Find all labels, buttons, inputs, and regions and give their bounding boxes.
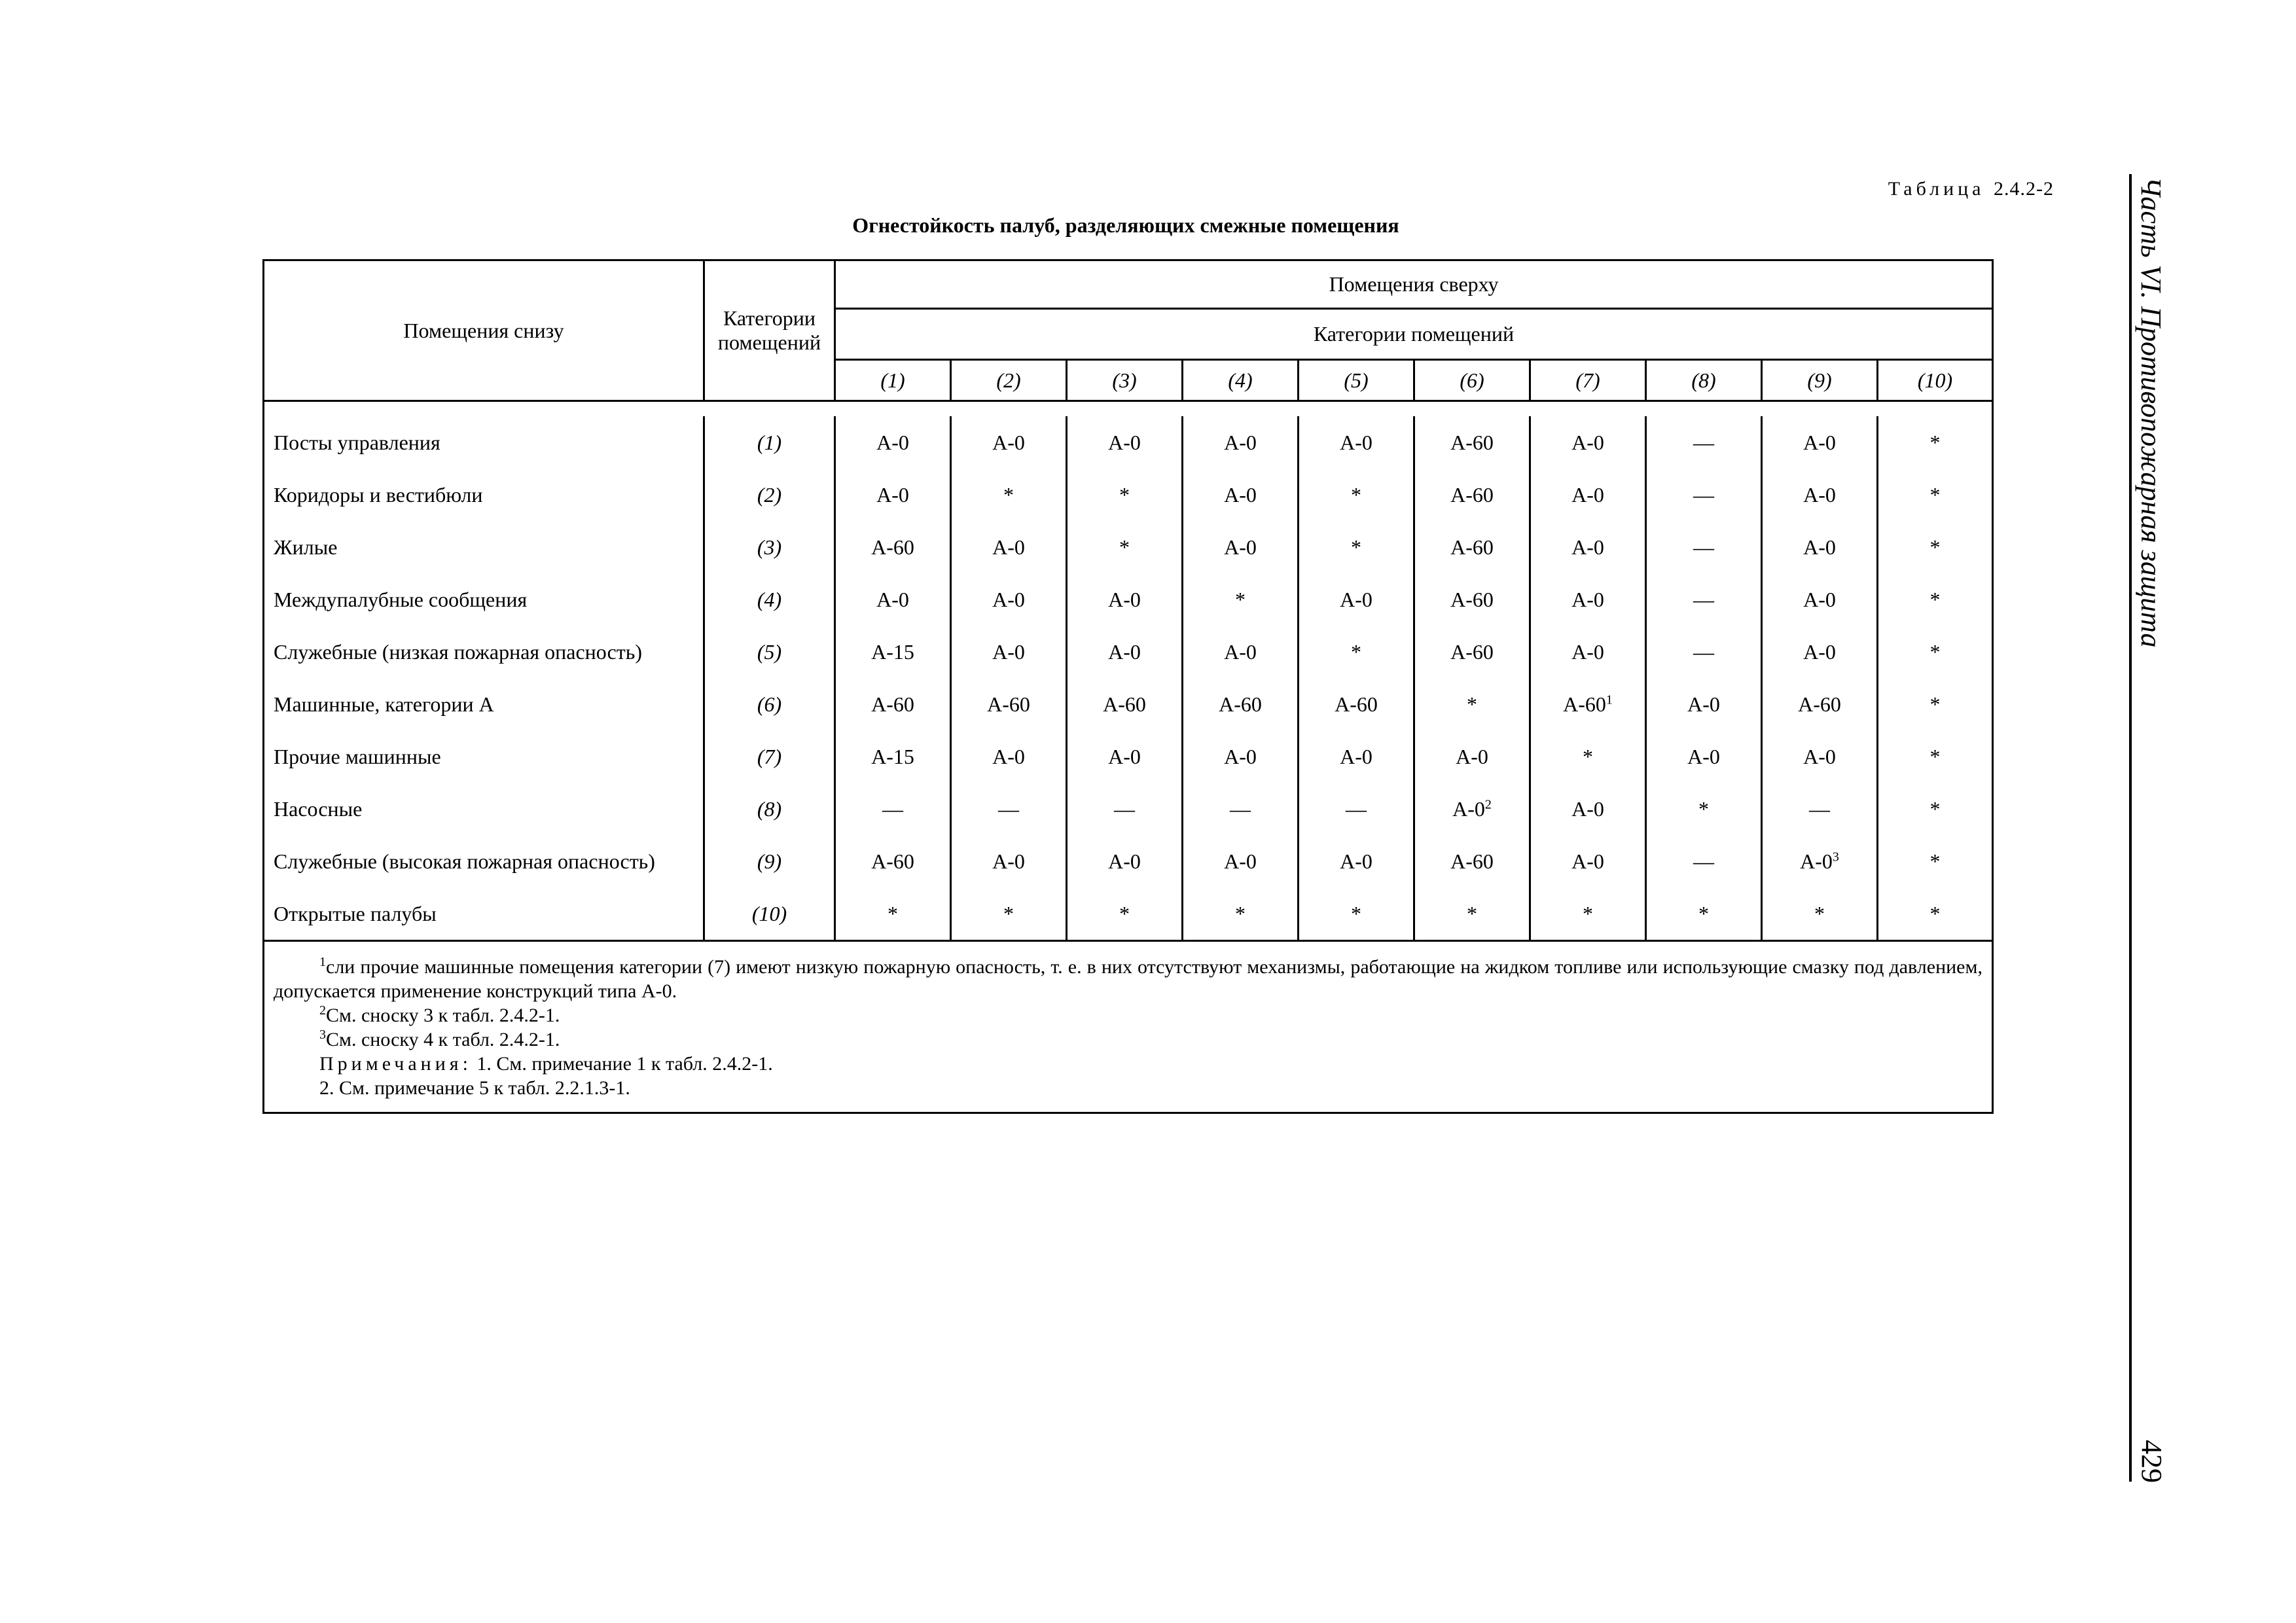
fire-integrity-value xyxy=(1067,469,1183,521)
row-category: (10) xyxy=(704,887,835,941)
fire-integrity-value xyxy=(1183,730,1299,783)
value-text: A-0 xyxy=(992,587,1025,611)
remark-2: 2. См. примечание 5 к табл. 2.2.1.3-1. xyxy=(319,1077,630,1099)
row-category: (4) xyxy=(704,573,835,626)
fire-integrity-value xyxy=(1183,626,1299,678)
value-text: A-0 xyxy=(1456,744,1488,768)
fire-integrity-value xyxy=(1530,887,1646,941)
fire-integrity-value xyxy=(1530,783,1646,835)
footnote-3-mark: 3 xyxy=(319,1027,326,1042)
table-label-number: 2.4.2-2 xyxy=(1994,178,2054,200)
remark-1: 1. См. примечание 1 к табл. 2.4.2-1. xyxy=(471,1053,773,1075)
row-category: (2) xyxy=(704,469,835,521)
fire-integrity-table xyxy=(262,259,1994,1114)
value-footnote-mark: 1 xyxy=(1605,692,1613,707)
fire-integrity-value xyxy=(1299,678,1414,730)
fire-integrity-value xyxy=(1878,678,1993,730)
value-text: — xyxy=(1809,796,1830,821)
table-row xyxy=(264,678,1993,730)
fire-integrity-value xyxy=(1878,521,1993,573)
table-row xyxy=(264,730,1993,783)
row-space-name: Служебные (высокая пожарная опасность) xyxy=(264,835,704,887)
fire-integrity-value xyxy=(1299,835,1414,887)
fire-integrity-value xyxy=(1414,678,1530,730)
value-text: A-0 xyxy=(1340,430,1372,454)
fire-integrity-value xyxy=(1530,469,1646,521)
value-text: A-0 xyxy=(1340,587,1372,611)
fire-integrity-value xyxy=(835,416,951,469)
fire-integrity-value xyxy=(951,521,1067,573)
fire-integrity-value xyxy=(1762,626,1878,678)
value-text: A-0 xyxy=(1803,639,1836,664)
fire-integrity-value xyxy=(1878,783,1993,835)
value-text: — xyxy=(1114,796,1135,821)
header-upper-spaces: Помещения сверху xyxy=(835,260,1993,309)
header-column-number: (2) xyxy=(951,360,1067,401)
value-text: * xyxy=(1929,796,1941,821)
table-spacer xyxy=(264,401,1993,417)
fire-integrity-value xyxy=(1299,783,1414,835)
page-number: 429 xyxy=(2136,1440,2168,1483)
row-category: (1) xyxy=(704,416,835,469)
fire-integrity-value xyxy=(1646,521,1762,573)
value-text: A-0 xyxy=(1452,796,1485,821)
value-text: * xyxy=(1929,430,1941,454)
fire-integrity-value xyxy=(1299,521,1414,573)
fire-integrity-value xyxy=(951,626,1067,678)
fire-integrity-value xyxy=(1414,416,1530,469)
fire-integrity-value xyxy=(1646,835,1762,887)
value-text: A-0 xyxy=(1571,535,1604,559)
header-column-number: (8) xyxy=(1646,360,1762,401)
fire-integrity-value xyxy=(1183,887,1299,941)
footnote-1-mark: 1 xyxy=(319,955,326,969)
value-text: A-0 xyxy=(1571,639,1604,664)
value-text: * xyxy=(1929,587,1941,611)
value-footnote-mark: 3 xyxy=(1832,849,1839,864)
value-text: — xyxy=(998,796,1019,821)
value-text: — xyxy=(1693,639,1714,664)
value-text: A-15 xyxy=(871,639,914,664)
value-text: * xyxy=(1235,901,1246,925)
fire-integrity-value xyxy=(1878,573,1993,626)
value-text: — xyxy=(1693,482,1714,507)
value-text: A-0 xyxy=(1687,692,1720,716)
fire-integrity-value xyxy=(1299,887,1414,941)
row-space-name: Междупалубные сообщения xyxy=(264,573,704,626)
value-text: — xyxy=(882,796,903,821)
fire-integrity-value xyxy=(1762,730,1878,783)
fire-integrity-value xyxy=(1762,573,1878,626)
value-text: A-0 xyxy=(1571,849,1604,873)
remarks-label: Примечания: xyxy=(319,1053,472,1075)
fire-integrity-value xyxy=(1762,521,1878,573)
value-text: A-0 xyxy=(1571,430,1604,454)
value-text: A-0 xyxy=(992,639,1025,664)
value-text: A-60 xyxy=(1450,639,1494,664)
value-text: A-60 xyxy=(1450,535,1494,559)
value-text: * xyxy=(1351,482,1361,507)
fire-integrity-value xyxy=(951,835,1067,887)
fire-integrity-value xyxy=(1067,521,1183,573)
fire-integrity-value xyxy=(1762,678,1878,730)
value-text: A-0 xyxy=(876,482,909,507)
fire-integrity-value xyxy=(1878,730,1993,783)
fire-integrity-value xyxy=(1530,730,1646,783)
value-text: A-60 xyxy=(1798,692,1841,716)
fire-integrity-value xyxy=(835,783,951,835)
row-category: (6) xyxy=(704,678,835,730)
value-text: * xyxy=(1351,639,1361,664)
value-text: * xyxy=(1351,535,1361,559)
value-text: * xyxy=(1929,639,1941,664)
value-text: — xyxy=(1230,796,1251,821)
row-space-name: Прочие машинные xyxy=(264,730,704,783)
value-text: A-60 xyxy=(871,692,914,716)
fire-integrity-value xyxy=(1414,469,1530,521)
fire-integrity-value xyxy=(835,678,951,730)
fire-integrity-value xyxy=(1183,469,1299,521)
fire-integrity-value xyxy=(1067,416,1183,469)
table-notes xyxy=(264,941,1993,1113)
value-text: A-60 xyxy=(1450,849,1494,873)
value-text: A-0 xyxy=(1224,849,1257,873)
fire-integrity-value xyxy=(1299,626,1414,678)
fire-integrity-value xyxy=(1646,730,1762,783)
fire-integrity-value xyxy=(1067,783,1183,835)
header-column-number: (7) xyxy=(1530,360,1646,401)
value-text: * xyxy=(1583,744,1593,768)
value-text: A-0 xyxy=(1803,744,1836,768)
fire-integrity-value xyxy=(1530,521,1646,573)
value-text: A-0 xyxy=(1803,482,1836,507)
fire-integrity-value xyxy=(951,469,1067,521)
value-text: — xyxy=(1693,587,1714,611)
fire-integrity-value xyxy=(1762,835,1878,887)
value-text: A-60 xyxy=(1563,692,1606,716)
fire-integrity-value xyxy=(1762,416,1878,469)
table-title: Огнестойкость палуб, разделяющих смежные помещения xyxy=(852,213,1399,237)
fire-integrity-value xyxy=(951,730,1067,783)
row-space-name: Открытые палубы xyxy=(264,887,704,941)
value-text: A-0 xyxy=(1803,587,1836,611)
value-text: A-60 xyxy=(1219,692,1262,716)
table-row xyxy=(264,521,1993,573)
fire-integrity-value xyxy=(1067,730,1183,783)
value-text: A-0 xyxy=(992,744,1025,768)
table-row xyxy=(264,626,1993,678)
table-row xyxy=(264,835,1993,887)
fire-integrity-value xyxy=(1183,416,1299,469)
fire-integrity-value xyxy=(1646,573,1762,626)
fire-integrity-value xyxy=(1646,416,1762,469)
fire-integrity-value xyxy=(835,887,951,941)
fire-integrity-value xyxy=(1878,626,1993,678)
fire-integrity-value xyxy=(1530,573,1646,626)
value-text: * xyxy=(1929,535,1941,559)
side-part-title: Часть VI. Противопожарная защита xyxy=(2135,177,2167,648)
row-category: (7) xyxy=(704,730,835,783)
row-space-name: Машинные, категории A xyxy=(264,678,704,730)
fire-integrity-value xyxy=(1646,887,1762,941)
row-space-name: Жилые xyxy=(264,521,704,573)
value-text: * xyxy=(1119,535,1130,559)
value-text: A-60 xyxy=(987,692,1030,716)
fire-integrity-value xyxy=(1299,573,1414,626)
row-category: (5) xyxy=(704,626,835,678)
value-text: A-0 xyxy=(1224,482,1257,507)
fire-integrity-value xyxy=(1878,887,1993,941)
value-text: A-0 xyxy=(1224,430,1257,454)
value-text: * xyxy=(1929,692,1941,716)
value-text: * xyxy=(1003,901,1014,925)
header-column-number: (4) xyxy=(1183,360,1299,401)
header-column-number: (1) xyxy=(835,360,951,401)
row-space-name: Посты управления xyxy=(264,416,704,469)
header-categories-line2: помещений xyxy=(717,330,821,354)
fire-integrity-value xyxy=(1878,416,1993,469)
fire-integrity-value xyxy=(1762,887,1878,941)
value-text: A-0 xyxy=(992,849,1025,873)
fire-integrity-value xyxy=(951,573,1067,626)
fire-integrity-value xyxy=(1530,678,1646,730)
value-text: — xyxy=(1693,430,1714,454)
value-text: A-0 xyxy=(1108,639,1141,664)
row-space-name: Коридоры и вестибюли xyxy=(264,469,704,521)
value-text: A-0 xyxy=(1340,744,1372,768)
value-text: A-0 xyxy=(1800,849,1833,873)
fire-integrity-value xyxy=(951,416,1067,469)
value-text: A-0 xyxy=(1803,430,1836,454)
value-text: A-60 xyxy=(1103,692,1146,716)
fire-integrity-value xyxy=(1646,678,1762,730)
header-lower-spaces: Помещения снизу xyxy=(264,260,704,401)
value-text: A-0 xyxy=(992,535,1025,559)
fire-integrity-value xyxy=(835,573,951,626)
fire-integrity-value xyxy=(1530,835,1646,887)
value-text: A-0 xyxy=(1803,535,1836,559)
fire-integrity-value xyxy=(951,783,1067,835)
table-label-word: Таблица xyxy=(1888,178,1985,200)
fire-integrity-value xyxy=(1067,835,1183,887)
table-row xyxy=(264,783,1993,835)
row-space-name: Насосные xyxy=(264,783,704,835)
row-space-name: Служебные (низкая пожарная опасность) xyxy=(264,626,704,678)
value-text: * xyxy=(1814,901,1825,925)
footnote-3: См. сноску 4 к табл. 2.4.2-1. xyxy=(326,1029,560,1050)
value-text: A-60 xyxy=(1335,692,1378,716)
fire-integrity-value xyxy=(1067,573,1183,626)
value-text: * xyxy=(1698,796,1709,821)
header-column-number: (9) xyxy=(1762,360,1878,401)
value-text: * xyxy=(1698,901,1709,925)
value-text: * xyxy=(1929,901,1941,925)
row-category: (3) xyxy=(704,521,835,573)
header-categories xyxy=(704,260,835,401)
value-text: A-0 xyxy=(1571,482,1604,507)
value-text: A-0 xyxy=(1340,849,1372,873)
fire-integrity-value xyxy=(1414,521,1530,573)
value-text: A-0 xyxy=(1108,587,1141,611)
fire-integrity-value xyxy=(1414,730,1530,783)
value-text: * xyxy=(1583,901,1593,925)
value-text: — xyxy=(1693,849,1714,873)
row-category: (8) xyxy=(704,783,835,835)
header-column-number: (10) xyxy=(1878,360,1993,401)
table-label xyxy=(1888,178,2054,200)
fire-integrity-value xyxy=(1646,469,1762,521)
header-column-number: (5) xyxy=(1299,360,1414,401)
header-column-number: (6) xyxy=(1414,360,1530,401)
table-row xyxy=(264,887,1993,941)
value-text: A-0 xyxy=(1571,587,1604,611)
value-text: A-0 xyxy=(1108,849,1141,873)
value-text: A-0 xyxy=(1108,744,1141,768)
value-text: * xyxy=(1467,901,1477,925)
value-text: * xyxy=(1929,849,1941,873)
fire-integrity-value xyxy=(1299,730,1414,783)
fire-integrity-value xyxy=(1762,469,1878,521)
header-upper-categories: Категории помещений xyxy=(835,309,1993,360)
fire-integrity-value xyxy=(1067,678,1183,730)
fire-integrity-value xyxy=(1414,835,1530,887)
footnote-2: См. сноску 3 к табл. 2.4.2-1. xyxy=(326,1005,560,1026)
value-text: * xyxy=(1351,901,1361,925)
fire-integrity-value xyxy=(835,835,951,887)
header-column-number: (3) xyxy=(1067,360,1183,401)
value-text: A-0 xyxy=(992,430,1025,454)
fire-integrity-value xyxy=(951,678,1067,730)
value-text: A-0 xyxy=(876,587,909,611)
value-text: — xyxy=(1693,535,1714,559)
fire-integrity-value xyxy=(835,626,951,678)
fire-integrity-value xyxy=(1414,783,1530,835)
fire-integrity-value xyxy=(1183,573,1299,626)
value-text: A-60 xyxy=(1450,587,1494,611)
fire-integrity-value xyxy=(1183,678,1299,730)
value-text: A-15 xyxy=(871,744,914,768)
fire-integrity-value xyxy=(835,469,951,521)
table-row xyxy=(264,469,1993,521)
value-footnote-mark: 2 xyxy=(1484,796,1492,812)
value-text: A-0 xyxy=(1571,796,1604,821)
value-text: * xyxy=(1119,901,1130,925)
value-text: * xyxy=(1003,482,1014,507)
fire-integrity-value xyxy=(1646,783,1762,835)
fire-integrity-value xyxy=(1878,469,1993,521)
footnote-2-mark: 2 xyxy=(319,1003,326,1018)
value-text: * xyxy=(1467,692,1477,716)
fire-integrity-value xyxy=(1878,835,1993,887)
fire-integrity-value xyxy=(1299,469,1414,521)
value-text: * xyxy=(1929,482,1941,507)
value-text: * xyxy=(1119,482,1130,507)
value-text: A-60 xyxy=(1450,430,1494,454)
fire-integrity-value xyxy=(1183,783,1299,835)
value-text: A-0 xyxy=(1224,744,1257,768)
fire-integrity-value xyxy=(1530,416,1646,469)
table-row xyxy=(264,416,1993,469)
value-text: A-0 xyxy=(1224,535,1257,559)
fire-integrity-value xyxy=(1646,626,1762,678)
fire-integrity-value xyxy=(1414,887,1530,941)
fire-integrity-value xyxy=(1067,887,1183,941)
fire-integrity-value xyxy=(1530,626,1646,678)
fire-integrity-value xyxy=(1414,573,1530,626)
value-text: A-0 xyxy=(876,430,909,454)
value-text: A-0 xyxy=(1224,639,1257,664)
value-text: A-0 xyxy=(1108,430,1141,454)
value-text: A-60 xyxy=(871,535,914,559)
header-categories-line1: Категории xyxy=(723,306,816,330)
value-text: A-0 xyxy=(1687,744,1720,768)
row-category: (9) xyxy=(704,835,835,887)
footnote-1: сли прочие машинные помещения категории (7) имеют низкую пожарную опасность, т. е. в них отсутствуют механизмы, работающие на жидком топливе или использующие смазку под давлением, допускается применение конструкций типа A-0. xyxy=(274,956,1982,1002)
fire-integrity-value xyxy=(951,887,1067,941)
table-row xyxy=(264,573,1993,626)
fire-integrity-value xyxy=(1414,626,1530,678)
fire-integrity-value xyxy=(1183,521,1299,573)
value-text: * xyxy=(888,901,898,925)
fire-integrity-value xyxy=(1067,626,1183,678)
fire-integrity-value xyxy=(1299,416,1414,469)
fire-integrity-value xyxy=(1183,835,1299,887)
fire-integrity-value xyxy=(1762,783,1878,835)
value-text: * xyxy=(1235,587,1246,611)
fire-integrity-value xyxy=(835,730,951,783)
value-text: — xyxy=(1346,796,1367,821)
value-text: A-60 xyxy=(1450,482,1494,507)
side-rule xyxy=(2129,174,2132,1482)
value-text: * xyxy=(1929,744,1941,768)
value-text: A-60 xyxy=(871,849,914,873)
fire-integrity-value xyxy=(835,521,951,573)
